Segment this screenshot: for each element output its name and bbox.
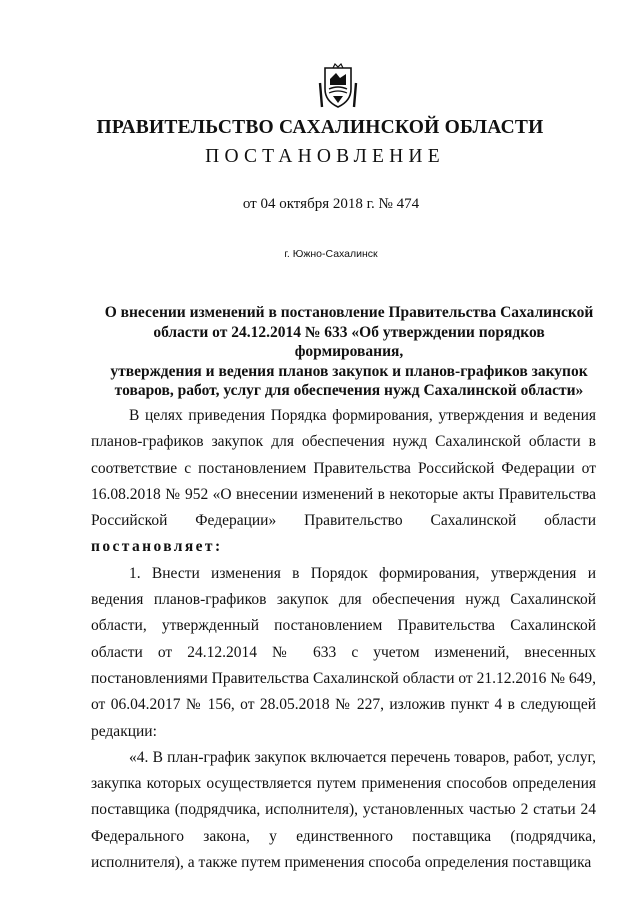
item-1-quote-paragraph: «4. В план-график закупок включается перечень товаров, работ, услуг, закупка которых осуществляется путем применения способов определения поставщика (подрядчика, исполнителя), установленных частью 2 статьи 24 Федерального закона, у единственного поставщика (подрядчика, исполнителя), а также путем применения способа определения поставщика [91, 748, 596, 872]
document-date-number: от 04 октября 2018 г. № 474 [242, 196, 420, 212]
preamble-paragraph: В целях приведения Порядка формирования, утверждения и ведения планов-графиков закупок для обеспечения нужд Сахалинской области в соответствие с постановлением Правительства Российской Федерации от 16.08.2018 № 952 «О внесении изменений в некоторые акты Правительства Российской Федерации» Правительство Сахалинской области [91, 407, 596, 530]
subject-line: товаров, работ, услуг для обеспечения нужд Сахалинской области» [114, 382, 584, 399]
coat-of-arms-icon [318, 63, 358, 109]
resolution-word [91, 534, 596, 560]
document-city: г. Южно-Сахалинск [284, 248, 378, 260]
organization-name: ПРАВИТЕЛЬСТВО САХАЛИНСКОЙ ОБЛАСТИ [96, 117, 544, 138]
subject-line: утверждения и ведения планов закупок и планов-графиков закупок [110, 362, 588, 380]
subject-line: области от 24.12.2014 № 633 «Об утверждении порядков формирования, [153, 323, 545, 360]
document-body [91, 403, 596, 876]
document-subject [100, 303, 598, 401]
subject-line: О внесении изменений в постановление Правительства Сахалинской [104, 304, 594, 321]
resolves-keyword: постановляет: [91, 538, 223, 556]
document-type: ПОСТАНОВЛЕНИЕ [205, 146, 445, 167]
item-1-paragraph: 1. Внести изменения в Порядок формирования, утверждения и ведения планов-графиков закупок для обеспечения нужд Сахалинской области, утвержденный постановлением Правительства Сахалинской области от 24.12.2014 № 633 с учетом изменений, внесенных постановлениями Правительства Сахалинской области от 21.12.2016 № 649, от 06.04.2017 № 156, от 28.05.2018 № 227, изложив пункт 4 в следующей редакции: [91, 564, 596, 740]
